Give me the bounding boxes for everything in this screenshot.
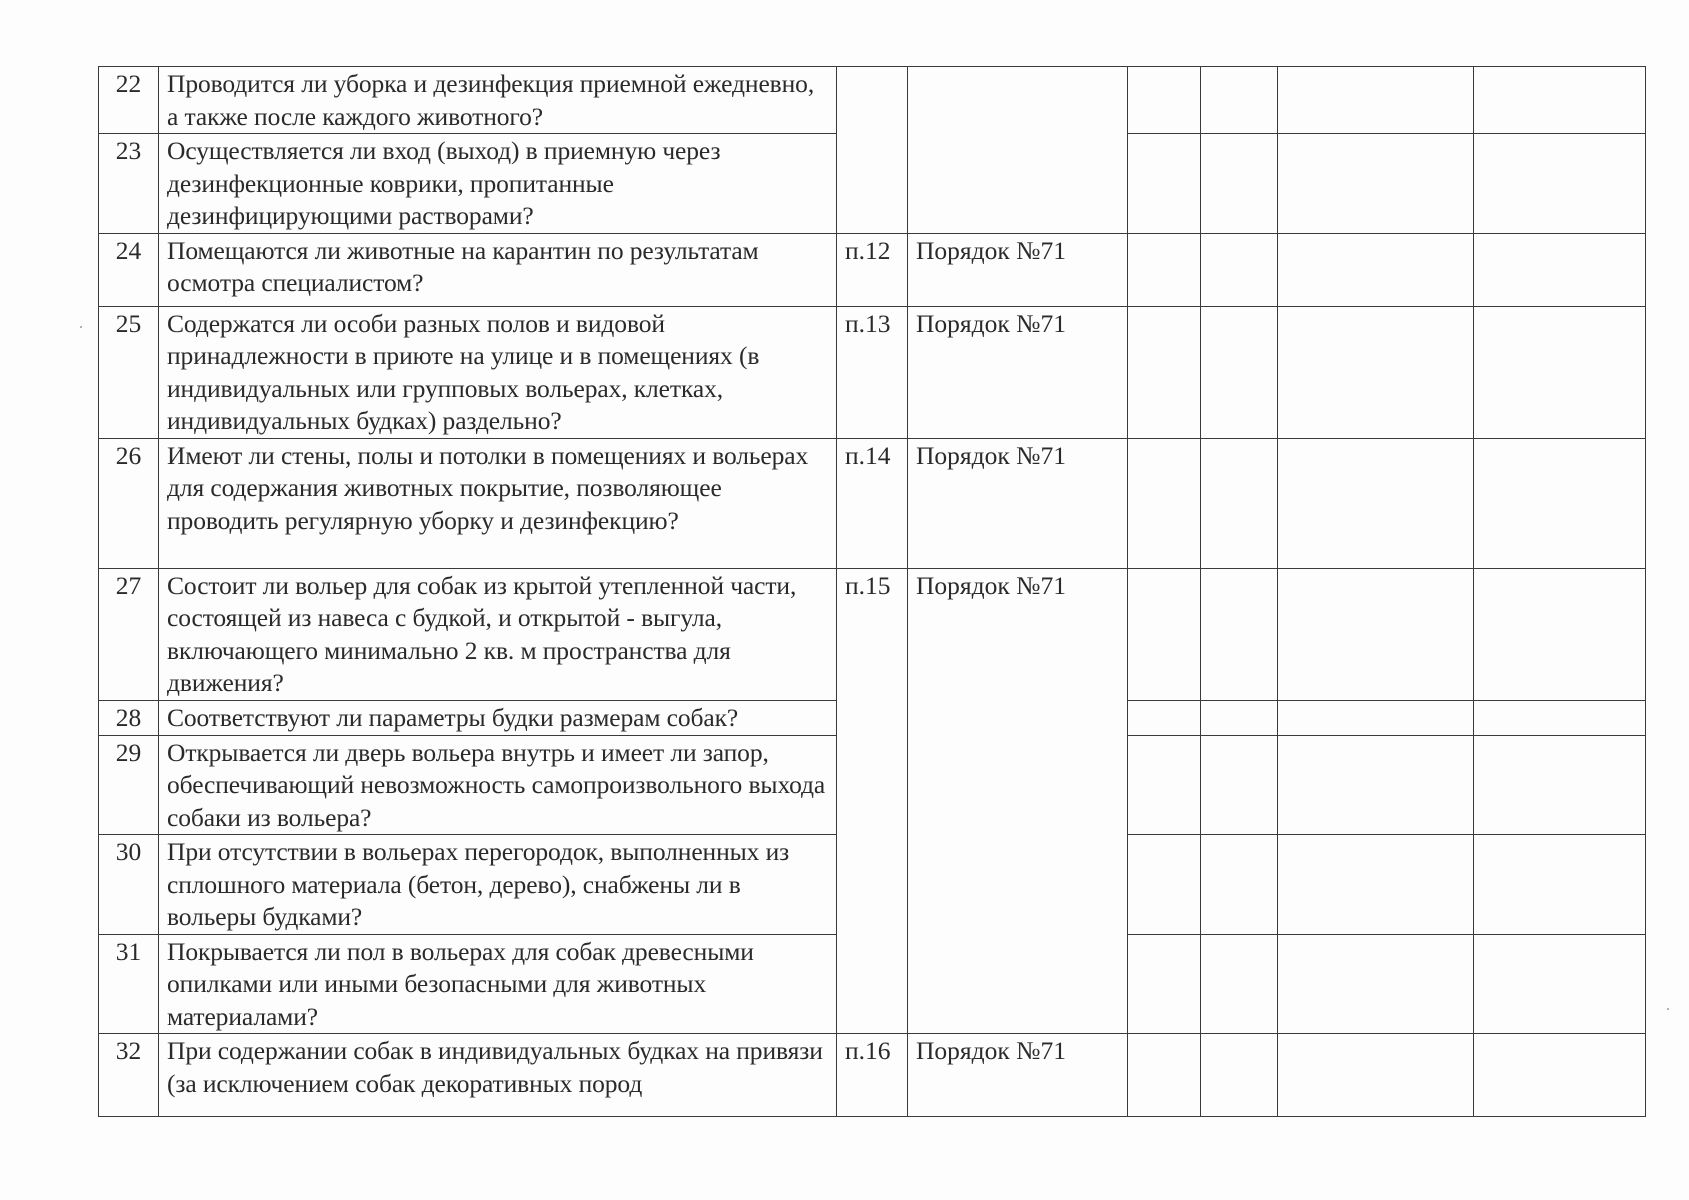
answer-no-cell [1201,67,1278,134]
question-text: Имеют ли стены, полы и потолки в помещениях и вольерах для содержания животных покрытие, позволяющее проводить регулярную уборку и дезинфекцию? [159,438,837,568]
question-text: Открывается ли дверь вольера внутрь и имеет ли запор, обеспечивающий невозможность самопроизвольного выхода собаки из вольера? [159,735,837,835]
answer-yes-cell [1128,134,1201,234]
row-number: 23 [99,134,159,234]
scan-speck [80,326,82,328]
table-row [99,568,1646,700]
table-row [99,1034,1646,1117]
row-number: 25 [99,306,159,438]
answer-na-cell [1278,568,1474,700]
answer-na-cell [1278,835,1474,935]
notes-cell [1474,835,1646,935]
answer-yes-cell [1128,835,1201,935]
notes-cell [1474,438,1646,568]
answer-yes-cell [1128,438,1201,568]
notes-cell [1474,1034,1646,1117]
answer-no-cell [1201,134,1278,234]
answer-na-cell [1278,233,1474,306]
answer-na-cell [1278,934,1474,1034]
row-number: 22 [99,67,159,134]
question-text: Помещаются ли животные на карантин по результатам осмотра специалистом? [159,233,837,306]
notes-cell [1474,67,1646,134]
clause-cell: п.14 [837,438,908,568]
table-row [99,438,1646,568]
row-number: 28 [99,700,159,735]
question-text: Содержатся ли особи разных полов и видовой принадлежности в приюте на улице и в помещениях (в индивидуальных или групповых вольерах, клетках, индивидуальных будках) раздельно? [159,306,837,438]
question-text: Проводится ли уборка и дезинфекция приемной ежедневно, а также после каждого животного? [159,67,837,134]
document-cell: Порядок №71 [908,1034,1128,1117]
answer-no-cell [1201,306,1278,438]
answer-yes-cell [1128,67,1201,134]
answer-na-cell [1278,306,1474,438]
scan-speck [1667,1008,1669,1010]
answer-yes-cell [1128,735,1201,835]
row-number: 27 [99,568,159,700]
notes-cell [1474,700,1646,735]
answer-na-cell [1278,700,1474,735]
answer-yes-cell [1128,1034,1201,1117]
answer-na-cell [1278,735,1474,835]
row-number: 31 [99,934,159,1034]
clause-cell [837,67,908,234]
question-text: Осуществляется ли вход (выход) в приемную через дезинфекционные коврики, пропитанные дезинфицирующими растворами? [159,134,837,234]
notes-cell [1474,735,1646,835]
document-cell: Порядок №71 [908,568,1128,1034]
notes-cell [1474,233,1646,306]
checklist-table [98,66,1646,1117]
row-number: 30 [99,835,159,935]
row-number: 24 [99,233,159,306]
clause-cell: п.12 [837,233,908,306]
clause-cell: п.15 [837,568,908,1034]
answer-na-cell [1278,438,1474,568]
answer-yes-cell [1128,934,1201,1034]
question-text: Состоит ли вольер для собак из крытой утепленной части, состоящей из навеса с будкой, и открытой - выгула, включающего минимально 2 кв. м пространства для движения? [159,568,837,700]
answer-no-cell [1201,1034,1278,1117]
answer-na-cell [1278,1034,1474,1117]
answer-yes-cell [1128,306,1201,438]
answer-no-cell [1201,438,1278,568]
document-cell: Порядок №71 [908,233,1128,306]
notes-cell [1474,134,1646,234]
question-text: При отсутствии в вольерах перегородок, выполненных из сплошного материала (бетон, дерево), снабжены ли в вольеры будками? [159,835,837,935]
document-cell: Порядок №71 [908,438,1128,568]
notes-cell [1474,568,1646,700]
answer-yes-cell [1128,700,1201,735]
answer-yes-cell [1128,233,1201,306]
row-number: 26 [99,438,159,568]
question-text: Покрывается ли пол в вольерах для собак древесными опилками или иными безопасными для животных материалами? [159,934,837,1034]
answer-no-cell [1201,233,1278,306]
table-row [99,233,1646,306]
answer-no-cell [1201,934,1278,1034]
table-row [99,67,1646,134]
row-number: 29 [99,735,159,835]
row-number: 32 [99,1034,159,1117]
document-cell: Порядок №71 [908,306,1128,438]
clause-cell: п.16 [837,1034,908,1117]
notes-cell [1474,306,1646,438]
answer-no-cell [1201,700,1278,735]
answer-no-cell [1201,835,1278,935]
question-text: Соответствуют ли параметры будки размерам собак? [159,700,837,735]
answer-yes-cell [1128,568,1201,700]
clause-cell: п.13 [837,306,908,438]
document-cell [908,67,1128,234]
notes-cell [1474,934,1646,1034]
table-row [99,306,1646,438]
answer-no-cell [1201,735,1278,835]
question-text: При содержании собак в индивидуальных будках на привязи (за исключением собак декоративных пород [159,1034,837,1117]
answer-no-cell [1201,568,1278,700]
answer-na-cell [1278,67,1474,134]
answer-na-cell [1278,134,1474,234]
